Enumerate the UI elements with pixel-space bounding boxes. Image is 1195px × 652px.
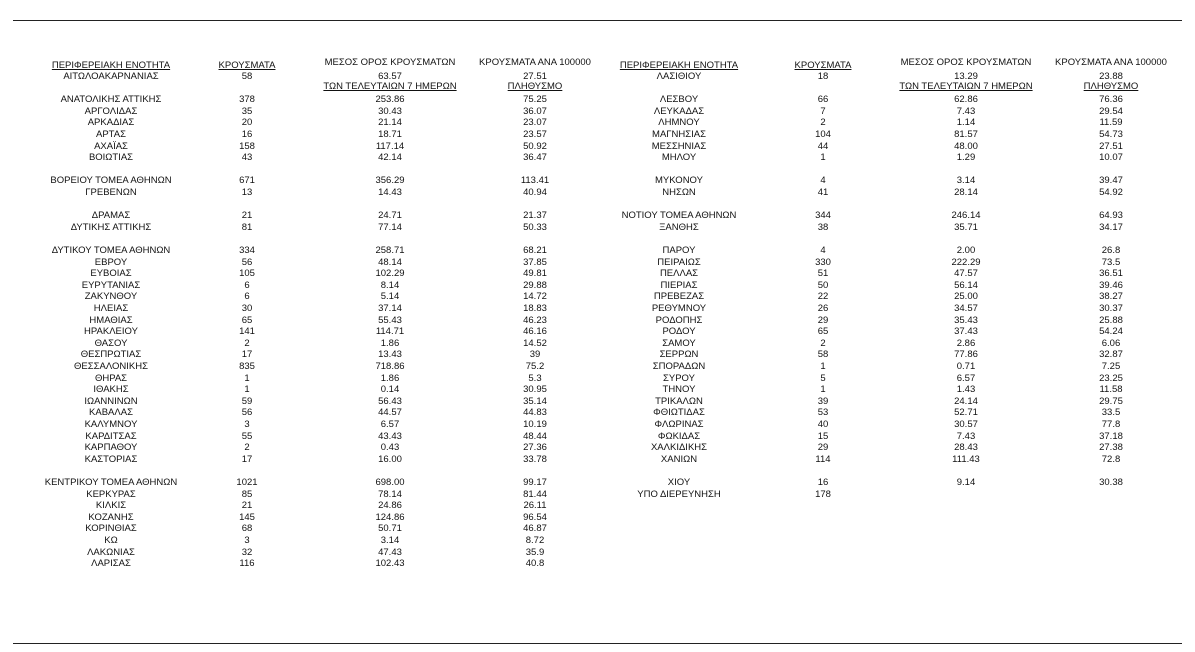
header-region-right-label: ΠΕΡΙΦΕΡΕΙΑΚΗ ΕΝΟΤΗΤΑ [619, 60, 739, 71]
cell-region: ΧΑΛΚΙΔΙΚΗΣ [650, 442, 708, 454]
cell-region: ΠΕΛΛΑΣ [659, 268, 699, 280]
cell-region: ΙΘΑΚΗΣ [93, 384, 129, 396]
cell-region: ΘΗΡΑΣ [94, 372, 128, 384]
header-per100k-left-line1: ΚΡΟΥΣΜΑΤΑ ΑΝΑ 100000 [479, 57, 591, 68]
cell-per100k: 37.18 [1099, 430, 1123, 442]
cell-per100k: 64.93 [1099, 210, 1123, 222]
cell-avg7: 102.29 [375, 268, 405, 280]
cell-cases: 68 [241, 523, 253, 535]
cell-per100k: 33.78 [523, 453, 547, 465]
cell-cases: 38 [817, 221, 829, 233]
cell-cases: 4 [820, 175, 826, 187]
cell-cases: 59 [241, 395, 253, 407]
cell-avg7: 5.14 [380, 291, 400, 303]
cell-per100k: 27.36 [523, 442, 547, 454]
cell-region: ΠΑΡΟΥ [662, 245, 696, 256]
cell-avg7: 718.86 [375, 361, 405, 372]
cell-region: ΜΥΚΟΝΟΥ [655, 175, 703, 187]
cell-avg7: 1.14 [956, 117, 976, 129]
cell-cases: 2 [820, 337, 826, 349]
cell-region: ΔΥΤΙΚΟΥ ΤΟΜΕΑ ΑΘΗΝΩΝ [51, 245, 171, 256]
cell-cases: 344 [815, 210, 831, 222]
cell-avg7: 13.29 [954, 71, 978, 82]
cell-region: ΑΡΓΟΛΙΔΑΣ [84, 105, 138, 117]
cell-region: ΜΗΛΟΥ [661, 152, 697, 164]
cell-cases: 66 [817, 94, 829, 106]
cell-cases: 13 [241, 187, 253, 198]
cell-cases: 2 [244, 337, 250, 349]
cell-cases: 17 [241, 453, 253, 465]
cell-region: ΚΑΛΥΜΝΟΥ [84, 419, 138, 430]
cell-region: ΛΑΚΩΝΙΑΣ [87, 546, 135, 558]
cell-cases: 41 [817, 187, 829, 198]
cell-cases: 16 [817, 477, 829, 488]
cell-avg7: 37.14 [378, 303, 402, 314]
cell-per100k: 37.85 [523, 256, 547, 268]
cell-region: ΠΕΙΡΑΙΩΣ [657, 256, 701, 268]
cell-per100k: 27.38 [1099, 442, 1123, 454]
cell-per100k: 48.44 [523, 430, 547, 442]
cell-per100k: 14.52 [523, 337, 547, 349]
cell-cases: 114 [815, 453, 831, 465]
cell-per100k: 21.37 [523, 210, 547, 222]
cell-per100k: 11.58 [1099, 384, 1123, 396]
cell-avg7: 7.43 [956, 430, 976, 442]
cell-region: ΤΗΝΟΥ [662, 384, 696, 396]
header-cases-right-label: ΚΡΟΥΣΜΑΤΑ [794, 60, 852, 71]
cell-avg7: 24.14 [954, 395, 978, 407]
cell-avg7: 258.71 [375, 245, 405, 256]
cell-cases: 5 [820, 372, 826, 384]
cell-region: ΝΗΣΩΝ [662, 187, 696, 198]
cell-avg7: 124.86 [375, 511, 405, 523]
cell-per100k: 36.47 [523, 152, 547, 164]
header-per100k-left-line2: ΠΛΗΘΥΣΜΟ [507, 81, 563, 92]
cell-region: ΦΩΚΙΔΑΣ [657, 430, 701, 442]
header-avg-left-line1: ΜΕΣΟΣ ΟΡΟΣ ΚΡΟΥΣΜΑΤΩΝ [324, 57, 456, 68]
cell-avg7: 28.43 [954, 442, 978, 454]
cell-per100k: 23.25 [1099, 372, 1123, 384]
cell-per100k: 35.14 [523, 395, 547, 407]
cell-per100k: 75.2 [525, 361, 545, 372]
cell-per100k: 23.07 [523, 117, 547, 129]
cell-per100k: 5.3 [528, 372, 542, 384]
cell-avg7: 21.14 [378, 117, 402, 129]
cell-per100k: 35.9 [525, 546, 545, 558]
header-per100k-right-line2: ΠΛΗΘΥΣΜΟ [1083, 81, 1139, 92]
cell-avg7: 44.57 [378, 407, 402, 419]
cell-per100k: 18.83 [523, 303, 547, 314]
cell-cases: 378 [239, 94, 255, 106]
cell-region: ΧΑΝΙΩΝ [660, 453, 698, 465]
cell-region: ΛΗΜΝΟΥ [658, 117, 700, 129]
cell-region: ΠΡΕΒΕΖΑΣ [653, 291, 705, 303]
cell-cases: 26 [817, 303, 829, 314]
cell-avg7: 7.43 [956, 105, 976, 117]
cell-cases: 56 [241, 256, 253, 268]
cell-region: ΑΧΑΪΑΣ [94, 140, 128, 152]
cell-cases: 330 [815, 256, 831, 268]
cell-cases: 53 [817, 407, 829, 419]
top-rule [13, 20, 1182, 21]
cell-avg7: 2.86 [956, 337, 976, 349]
cell-region: ΗΜΑΘΙΑΣ [89, 314, 133, 326]
cell-region: ΚΕΝΤΡΙΚΟΥ ΤΟΜΕΑ ΑΘΗΝΩΝ [44, 477, 178, 488]
cell-per100k: 39.47 [1099, 175, 1123, 187]
cell-avg7: 35.71 [954, 221, 978, 233]
cell-per100k: 39.46 [1099, 279, 1123, 291]
cell-region: ΡΕΘΥΜΝΟΥ [651, 303, 707, 314]
cell-per100k: 34.17 [1099, 221, 1123, 233]
cell-cases: 7 [820, 105, 826, 117]
cell-cases: 65 [817, 326, 829, 338]
cell-avg7: 8.14 [380, 279, 400, 291]
cell-avg7: 111.43 [952, 453, 980, 465]
cell-avg7: 14.43 [378, 187, 402, 198]
cell-region: ΚΩ [104, 535, 118, 546]
cell-region: ΚΑΣΤΟΡΙΑΣ [84, 453, 138, 465]
cell-per100k: 44.83 [523, 407, 547, 419]
cell-per100k: 54.92 [1099, 187, 1123, 198]
cell-avg7: 28.14 [954, 187, 978, 198]
header-avg-right-line1: ΜΕΣΟΣ ΟΡΟΣ ΚΡΟΥΣΜΑΤΩΝ [900, 57, 1032, 68]
cell-cases: 3 [244, 419, 250, 430]
cell-avg7: 56.14 [954, 279, 978, 291]
cell-avg7: 13.43 [378, 349, 402, 361]
header-avg-right-line2: ΤΩΝ ΤΕΛΕΥΤΑΙΩΝ 7 ΗΜΕΡΩΝ [899, 81, 1033, 92]
cell-cases: 39 [817, 395, 829, 407]
cell-per100k: 75.25 [523, 94, 547, 106]
cell-cases: 29 [817, 442, 829, 454]
cell-per100k: 76.36 [1099, 94, 1123, 106]
cell-avg7: 30.57 [954, 419, 978, 430]
cell-region: ΠΙΕΡΙΑΣ [660, 279, 698, 291]
cell-per100k: 8.72 [525, 535, 545, 546]
cell-cases: 22 [817, 291, 829, 303]
cell-region: ΑΝΑΤΟΛΙΚΗΣ ΑΤΤΙΚΗΣ [60, 94, 162, 106]
cell-per100k: 113.41 [520, 175, 550, 187]
cell-avg7: 81.57 [954, 129, 978, 140]
cell-region: ΚΙΛΚΙΣ [95, 500, 127, 512]
cell-per100k: 50.33 [523, 221, 547, 233]
cell-per100k: 23.57 [523, 129, 547, 140]
cell-avg7: 3.14 [956, 175, 976, 187]
cell-cases: 671 [239, 175, 255, 187]
cell-cases: 29 [817, 314, 829, 326]
cell-region: ΖΑΚΥΝΘΟΥ [84, 291, 138, 303]
cell-avg7: 16.00 [378, 453, 402, 465]
cell-avg7: 6.57 [956, 372, 976, 384]
cell-per100k: 33.5 [1101, 407, 1121, 419]
cell-avg7: 6.57 [380, 419, 400, 430]
cell-avg7: 52.71 [954, 407, 978, 419]
cell-cases: 40 [817, 419, 829, 430]
cell-region: ΔΥΤΙΚΗΣ ΑΤΤΙΚΗΣ [70, 221, 152, 233]
cell-cases: 58 [241, 71, 253, 82]
cell-avg7: 222.29 [951, 256, 981, 268]
cell-region: ΜΑΓΝΗΣΙΑΣ [652, 129, 706, 140]
cell-region: ΗΡΑΚΛΕΙΟΥ [84, 326, 138, 338]
cell-region: ΦΛΩΡΙΝΑΣ [654, 419, 704, 430]
cell-avg7: 9.14 [956, 477, 976, 488]
cell-cases: 65 [241, 314, 253, 326]
cell-avg7: 117.14 [375, 140, 405, 152]
cell-region: ΘΕΣΣΑΛΟΝΙΚΗΣ [74, 361, 148, 372]
cell-avg7: 114.71 [375, 326, 405, 338]
cell-region: ΑΡΚΑΔΙΑΣ [87, 117, 135, 129]
cell-per100k: 6.06 [1101, 337, 1121, 349]
cell-per100k: 99.17 [523, 477, 547, 488]
cell-cases: 81 [241, 221, 253, 233]
cell-avg7: 24.86 [378, 500, 402, 512]
cell-avg7: 3.14 [380, 535, 400, 546]
cell-cases: 20 [241, 117, 253, 129]
cell-per100k: 10.19 [523, 419, 547, 430]
cell-region: ΛΑΡΙΣΑΣ [91, 558, 131, 570]
cell-cases: 178 [815, 488, 831, 500]
cell-cases: 56 [241, 407, 253, 419]
cell-region: ΚΟΖΑΝΗΣ [88, 511, 134, 523]
cell-avg7: 356.29 [375, 175, 405, 187]
cell-region: ΒΟΡΕΙΟΥ ΤΟΜΕΑ ΑΘΗΝΩΝ [50, 175, 172, 187]
cell-cases: 6 [244, 279, 250, 291]
cell-cases: 21 [241, 210, 253, 222]
cell-per100k: 54.73 [1099, 129, 1123, 140]
cell-cases: 17 [241, 349, 253, 361]
cell-region: ΚΑΡΠΑΘΟΥ [84, 442, 138, 454]
cell-cases: 85 [241, 488, 253, 500]
cell-cases: 44 [817, 140, 829, 152]
cell-avg7: 18.71 [378, 129, 402, 140]
cell-region: ΛΑΣΙΘΙΟΥ [656, 71, 702, 82]
cell-region: ΝΟΤΙΟΥ ΤΟΜΕΑ ΑΘΗΝΩΝ [621, 210, 737, 222]
cell-cases: 2 [820, 117, 826, 129]
cell-cases: 141 [239, 326, 255, 338]
bottom-rule [13, 643, 1182, 644]
cell-region: ΘΑΣΟΥ [94, 337, 128, 349]
cell-avg7: 56.43 [378, 395, 402, 407]
cell-per100k: 39 [529, 349, 541, 361]
cell-per100k: 30.37 [1099, 303, 1123, 314]
cell-per100k: 30.38 [1099, 477, 1123, 488]
cell-per100k: 49.81 [523, 268, 547, 280]
cell-avg7: 78.14 [378, 488, 402, 500]
cell-avg7: 1.43 [956, 384, 976, 396]
cell-cases: 16 [241, 129, 253, 140]
cell-avg7: 55.43 [378, 314, 402, 326]
cell-per100k: 25.88 [1099, 314, 1123, 326]
cell-per100k: 38.27 [1099, 291, 1123, 303]
cell-cases: 6 [244, 291, 250, 303]
cell-avg7: 34.57 [954, 303, 978, 314]
cell-region: ΦΘΙΩΤΙΔΑΣ [653, 407, 705, 419]
cell-region: ΡΟΔΟΠΗΣ [655, 314, 703, 326]
cell-per100k: 27.51 [523, 71, 547, 82]
cell-per100k: 27.51 [1099, 140, 1123, 152]
cell-per100k: 26.11 [523, 500, 547, 512]
cell-per100k: 72.8 [1101, 453, 1121, 465]
cell-region: ΗΛΕΙΑΣ [93, 303, 129, 314]
cell-region: ΜΕΣΣΗΝΙΑΣ [651, 140, 707, 152]
cell-region: ΒΟΙΩΤΙΑΣ [88, 152, 134, 164]
cell-cases: 334 [239, 245, 255, 256]
cell-cases: 158 [239, 140, 255, 152]
cell-avg7: 35.43 [954, 314, 978, 326]
cell-avg7: 62.86 [954, 94, 978, 106]
cell-cases: 1 [820, 384, 826, 396]
cell-region: ΧΙΟΥ [667, 477, 691, 488]
cell-region: ΚΟΡΙΝΘΙΑΣ [85, 523, 137, 535]
cell-per100k: 14.72 [523, 291, 547, 303]
cell-avg7: 1.86 [380, 337, 400, 349]
cell-avg7: 48.14 [378, 256, 402, 268]
cell-cases: 4 [820, 245, 826, 256]
cell-cases: 116 [239, 558, 255, 570]
cell-region: ΘΕΣΠΡΩΤΙΑΣ [80, 349, 142, 361]
cell-region: ΔΡΑΜΑΣ [91, 210, 131, 222]
cell-cases: 55 [241, 430, 253, 442]
cell-cases: 51 [817, 268, 829, 280]
cell-avg7: 48.00 [954, 140, 978, 152]
cell-per100k: 40.94 [523, 187, 547, 198]
cell-avg7: 0.43 [380, 442, 400, 454]
cell-region: ΣΑΜΟΥ [662, 337, 696, 349]
cell-avg7: 0.14 [380, 384, 400, 396]
cell-avg7: 698.00 [375, 477, 405, 488]
cell-per100k: 54.24 [1099, 326, 1123, 338]
cell-avg7: 1.29 [956, 152, 976, 164]
cell-region: ΡΟΔΟΥ [662, 326, 696, 338]
cell-avg7: 43.43 [378, 430, 402, 442]
cell-per100k: 29.75 [1099, 395, 1123, 407]
cell-per100k: 29.54 [1099, 105, 1123, 117]
cell-per100k: 96.54 [523, 511, 547, 523]
cell-per100k: 10.07 [1099, 152, 1123, 164]
cell-cases: 105 [239, 268, 255, 280]
cell-region: ΕΒΡΟΥ [94, 256, 128, 268]
cell-cases: 145 [239, 511, 255, 523]
cell-cases: 21 [241, 500, 253, 512]
cell-region: ΑΙΤΩΛΟΑΚΑΡΝΑΝΙΑΣ [63, 71, 159, 82]
cell-region: ΞΑΝΘΗΣ [659, 221, 699, 233]
header-region-left-label: ΠΕΡΙΦΕΡΕΙΑΚΗ ΕΝΟΤΗΤΑ [51, 60, 171, 71]
cell-avg7: 246.14 [951, 210, 981, 222]
cell-cases: 835 [239, 361, 255, 372]
cell-per100k: 11.59 [1099, 117, 1123, 129]
cell-per100k: 7.25 [1101, 361, 1121, 372]
cell-cases: 58 [817, 349, 829, 361]
cell-per100k: 23.88 [1099, 71, 1123, 82]
cell-avg7: 24.71 [378, 210, 402, 222]
header-per100k-right-line1: ΚΡΟΥΣΜΑΤΑ ΑΝΑ 100000 [1055, 57, 1167, 68]
cell-cases: 104 [815, 129, 831, 140]
cell-per100k: 73.5 [1101, 256, 1121, 268]
cell-region: ΣΠΟΡΑΔΩΝ [652, 361, 706, 372]
cell-per100k: 40.8 [525, 558, 545, 570]
cell-per100k: 36.07 [523, 105, 547, 117]
cell-per100k: 50.92 [523, 140, 547, 152]
cell-avg7: 47.57 [954, 268, 978, 280]
cell-region: ΕΥΡΥΤΑΝΙΑΣ [81, 279, 141, 291]
cell-cases: 3 [244, 535, 250, 546]
cell-cases: 1 [244, 372, 250, 384]
cell-per100k: 46.23 [523, 314, 547, 326]
cell-cases: 1 [820, 152, 826, 164]
cell-cases: 1021 [236, 477, 258, 488]
cell-per100k: 46.16 [523, 326, 547, 338]
cell-per100k: 81.44 [523, 488, 547, 500]
cell-per100k: 30.95 [523, 384, 547, 396]
cell-avg7: 77.86 [954, 349, 978, 361]
cell-region: ΣΕΡΡΩΝ [659, 349, 699, 361]
cell-cases: 1 [244, 384, 250, 396]
cell-avg7: 30.43 [378, 105, 402, 117]
cell-avg7: 25.00 [954, 291, 978, 303]
cell-per100k: 36.51 [1099, 268, 1123, 280]
cell-cases: 1 [820, 361, 826, 372]
cell-avg7: 2.00 [956, 245, 976, 256]
cell-avg7: 253.86 [375, 94, 405, 106]
cell-avg7: 47.43 [378, 546, 402, 558]
cell-region: ΥΠΟ ΔΙΕΡΕΥΝΗΣΗ [637, 488, 721, 500]
cell-region: ΚΑΒΑΛΑΣ [89, 407, 133, 419]
cell-cases: 32 [241, 546, 253, 558]
cell-avg7: 37.43 [954, 326, 978, 338]
cell-cases: 50 [817, 279, 829, 291]
cell-region: ΚΑΡΔΙΤΣΑΣ [85, 430, 137, 442]
cell-cases: 43 [241, 152, 253, 164]
cell-per100k: 77.8 [1101, 419, 1121, 430]
cell-region: ΣΥΡΟΥ [663, 372, 695, 384]
cell-per100k: 32.87 [1099, 349, 1123, 361]
cell-per100k: 29.88 [523, 279, 547, 291]
cell-cases: 15 [817, 430, 829, 442]
cell-per100k: 26.8 [1101, 245, 1121, 256]
header-avg-left-line2: ΤΩΝ ΤΕΛΕΥΤΑΙΩΝ 7 ΗΜΕΡΩΝ [323, 81, 457, 92]
cell-region: ΓΡΕΒΕΝΩΝ [85, 187, 137, 198]
cell-avg7: 1.86 [380, 372, 400, 384]
cell-region: ΚΕΡΚΥΡΑΣ [86, 488, 136, 500]
cell-per100k: 46.87 [523, 523, 547, 535]
header-cases-left-label: ΚΡΟΥΣΜΑΤΑ [218, 60, 276, 71]
cell-region: ΕΥΒΟΙΑΣ [90, 268, 132, 280]
cell-region: ΤΡΙΚΑΛΩΝ [655, 395, 703, 407]
cell-cases: 2 [244, 442, 250, 454]
cell-region: ΙΩΑΝΝΙΝΩΝ [84, 395, 138, 407]
cell-avg7: 102.43 [375, 558, 405, 570]
cell-region: ΛΕΣΒΟΥ [659, 94, 699, 106]
cell-cases: 35 [241, 105, 253, 117]
cell-cases: 18 [817, 71, 829, 82]
cell-avg7: 77.14 [378, 221, 402, 233]
cell-avg7: 0.71 [956, 361, 976, 372]
cell-region: ΑΡΤΑΣ [96, 129, 126, 140]
cell-avg7: 42.14 [378, 152, 402, 164]
cell-avg7: 63.57 [378, 71, 402, 82]
cell-cases: 30 [241, 303, 253, 314]
cell-per100k: 68.21 [523, 245, 547, 256]
cell-avg7: 50.71 [378, 523, 402, 535]
cell-region: ΛΕΥΚΑΔΑΣ [653, 105, 705, 117]
